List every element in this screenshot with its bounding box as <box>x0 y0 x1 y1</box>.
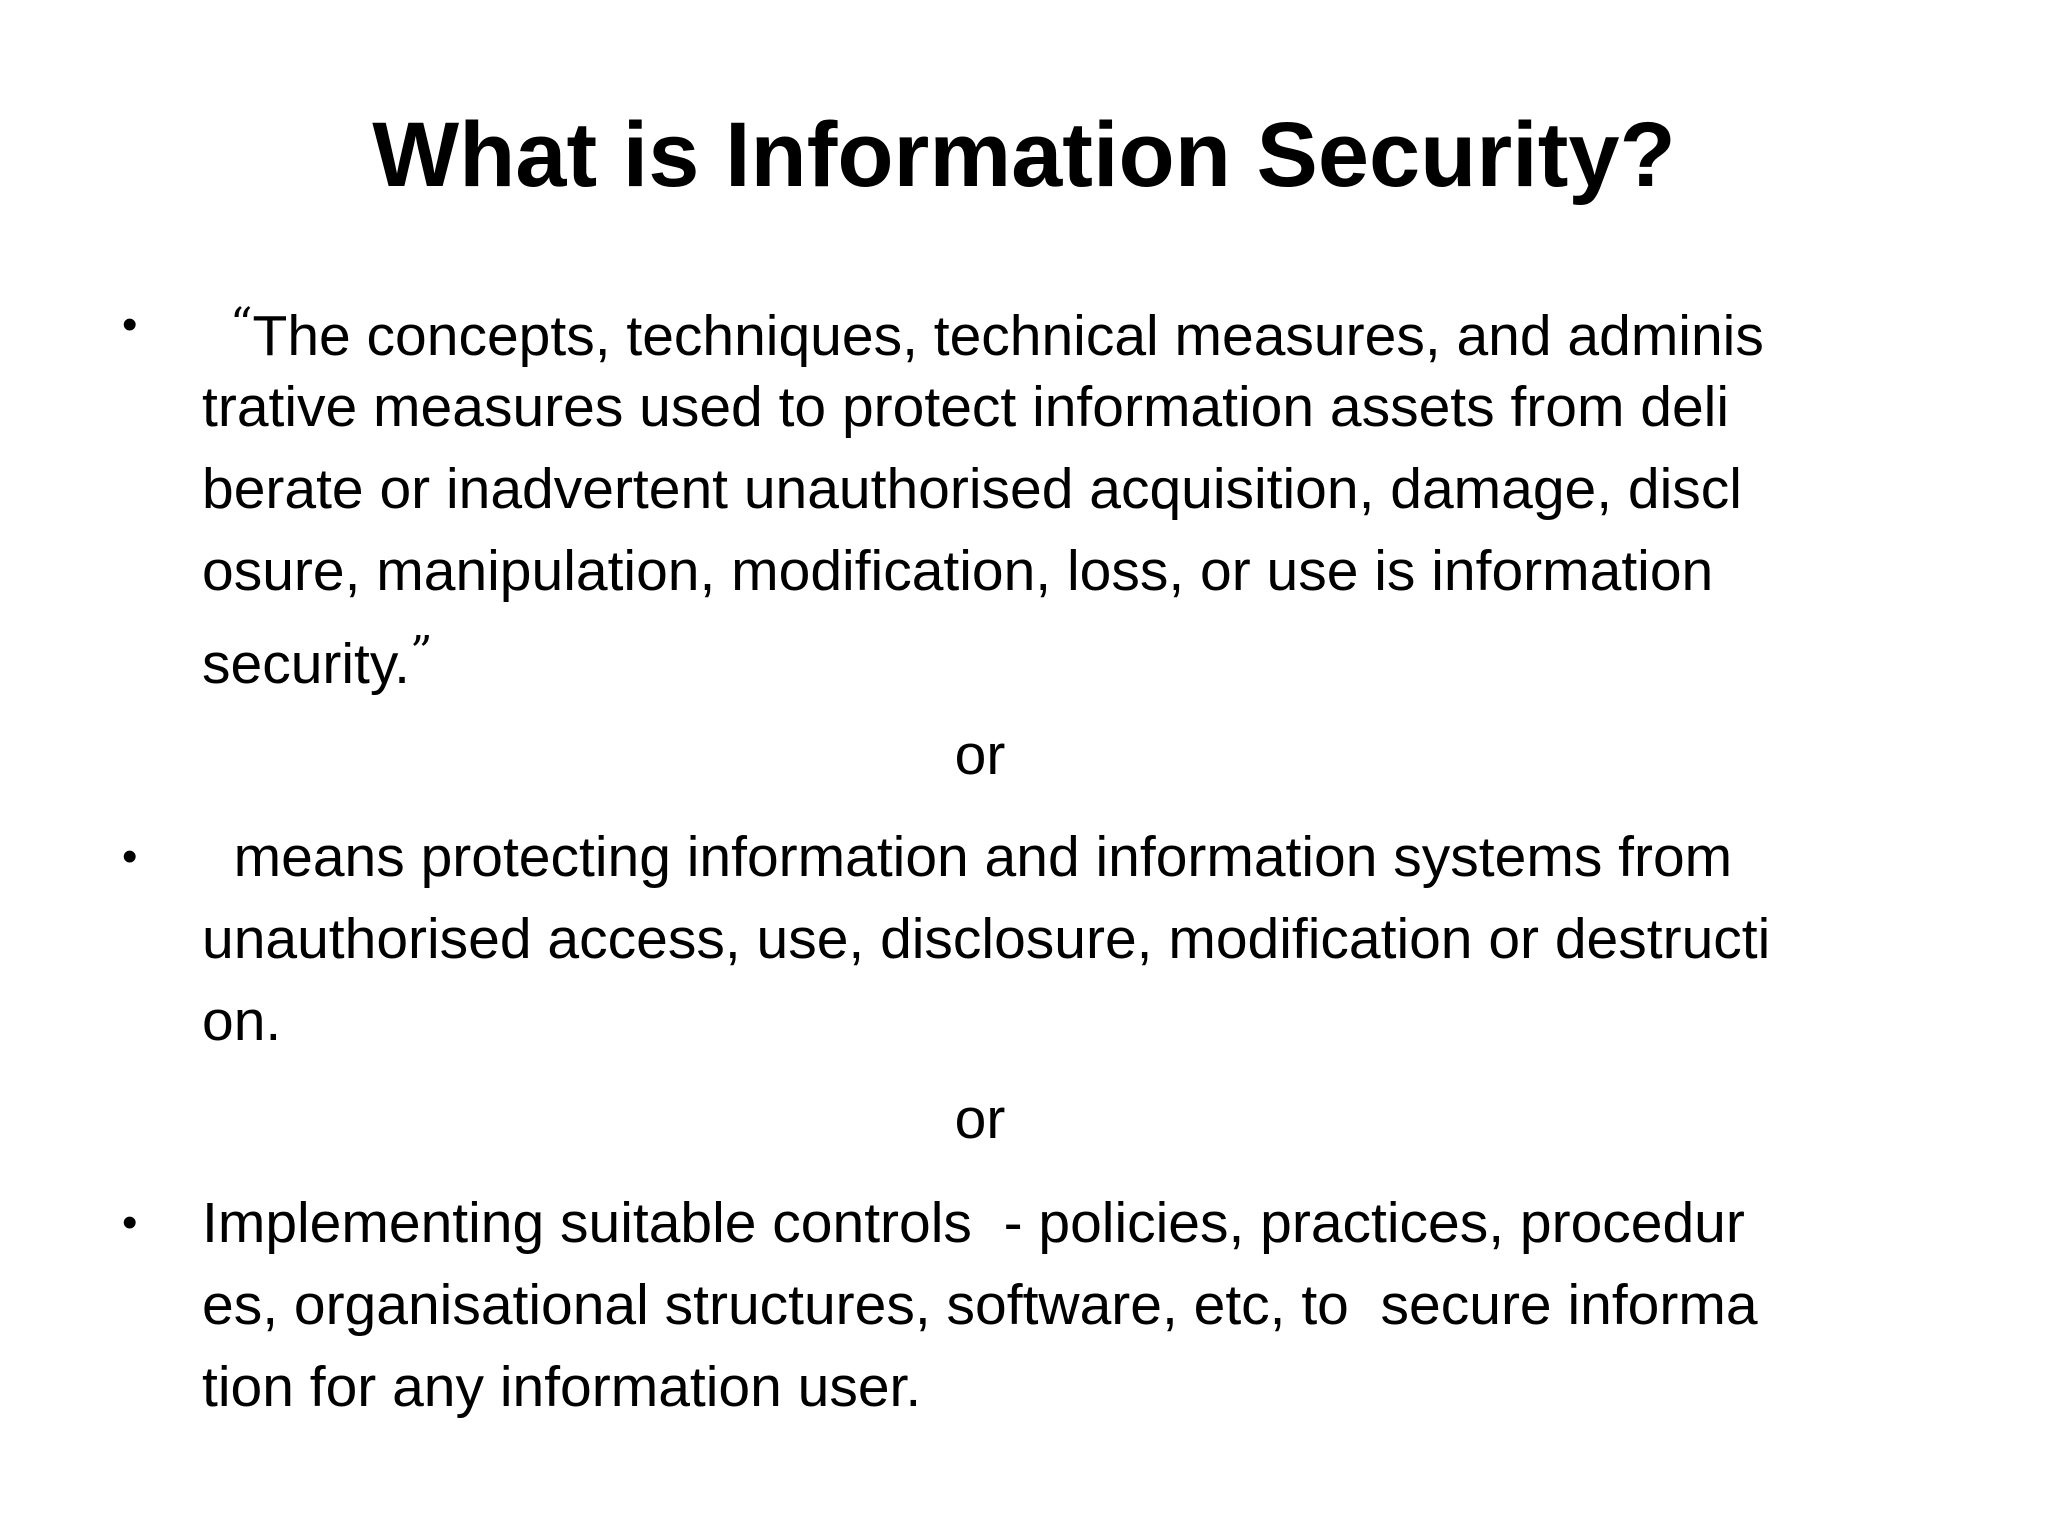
bullet-2-line-2: unauthorised access, use, disclosure, modification or destructi <box>202 907 1771 971</box>
bullet-1-line-1 <box>230 284 1764 377</box>
separator-or-2: or <box>954 1087 1006 1151</box>
bullet-3-line-3: tion for any information user. <box>202 1355 922 1419</box>
bullet-1-line-1-text: The concepts, techniques, technical measures, and adminis <box>252 304 1764 368</box>
bullet-2-marker: • <box>122 832 138 881</box>
bullet-1-line-4: osure, manipulation, modification, loss, or use is information <box>202 539 1714 603</box>
bullet-1-marker: • <box>122 300 138 349</box>
bullet-3-marker: • <box>122 1198 138 1247</box>
bullet-1-line-3: berate or inadvertent unauthorised acquisition, damage, discl <box>202 457 1742 521</box>
bullet-1-line-5-text: security. <box>202 632 410 696</box>
bullet-3-line-1: Implementing suitable controls - policies, practices, procedur <box>202 1191 1745 1255</box>
bullet-2-line-3: on. <box>202 989 282 1053</box>
bullet-2-line-1: means protecting information and information systems from <box>202 825 1733 889</box>
open-quote: “ <box>230 299 253 350</box>
slide-title: What is Information Security? <box>372 104 1676 206</box>
bullet-1-line-2: trative measures used to protect information assets from deli <box>202 375 1730 439</box>
close-quote: ” <box>410 627 433 678</box>
separator-or-1: or <box>954 723 1006 787</box>
bullet-1-line-5 <box>202 612 433 705</box>
bullet-3-line-2: es, organisational structures, software, etc, to secure informa <box>202 1273 1758 1337</box>
